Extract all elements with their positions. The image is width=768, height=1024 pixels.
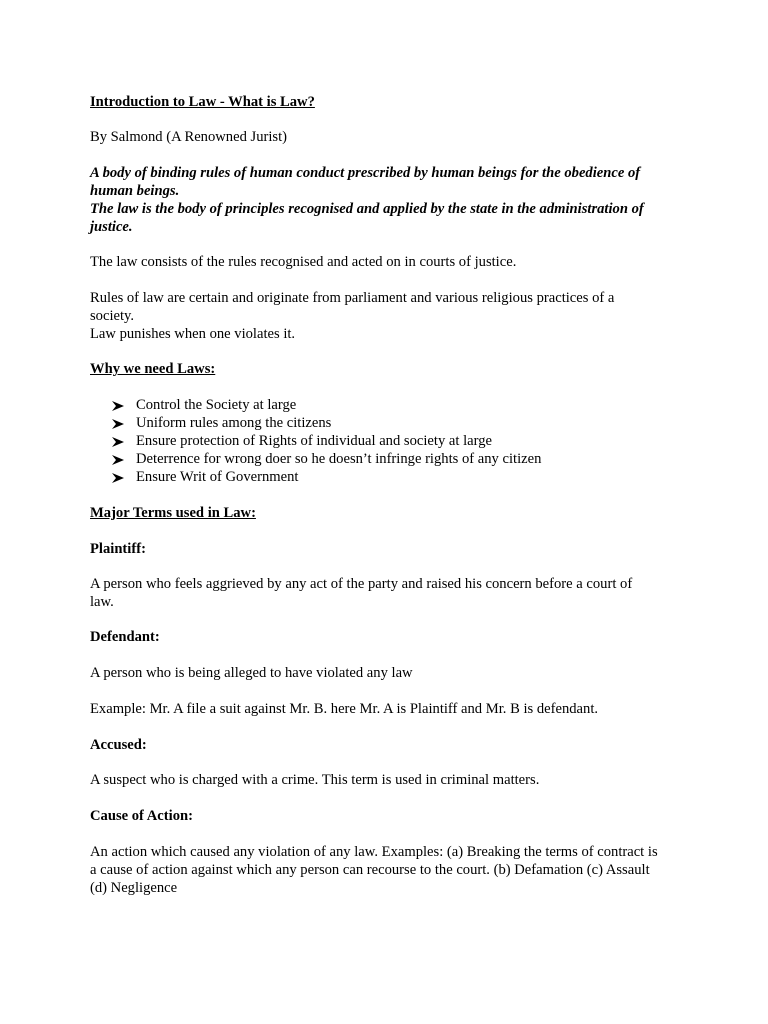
plaintiff-text-line-2: law. — [90, 594, 114, 610]
document-title: Introduction to Law - What is Law? — [90, 94, 315, 110]
terms-heading: Major Terms used in Law: — [90, 505, 256, 521]
arrow-bullet-icon — [112, 455, 124, 465]
byline: By Salmond (A Renowned Jurist) — [90, 129, 288, 145]
paragraph-courts: The law consists of the rules recognised and acted on in courts of justice. — [90, 254, 517, 270]
defendant-text: A person who is being alleged to have violated any law — [90, 665, 413, 681]
bullet-text: Ensure protection of Rights of individual and society at large — [136, 433, 492, 449]
bullet-text: Uniform rules among the citizens — [136, 415, 332, 431]
paragraph-rules-line-1: Rules of law are certain and originate from parliament and various religious practices of a — [90, 290, 615, 306]
plaintiff-heading: Plaintiff: — [90, 541, 146, 557]
bullet-text: Control the Society at large — [136, 397, 297, 413]
definition-line-3: The law is the body of principles recognised and applied by the state in the administration of — [90, 201, 644, 217]
cause-heading: Cause of Action: — [90, 808, 193, 824]
cause-text-line-3: (d) Negligence — [90, 880, 178, 896]
paragraph-rules-line-3: Law punishes when one violates it. — [90, 326, 296, 342]
definition-line-2: human beings. — [90, 183, 180, 199]
accused-text: A suspect who is charged with a crime. This term is used in criminal matters. — [90, 772, 540, 788]
example-text: Example: Mr. A file a suit against Mr. B. here Mr. A is Plaintiff and Mr. B is defendant. — [90, 701, 599, 717]
arrow-bullet-icon — [112, 401, 124, 411]
bullet-text: Ensure Writ of Government — [136, 469, 299, 485]
definition-line-1: A body of binding rules of human conduct prescribed by human beings for the obedience of — [90, 165, 641, 181]
cause-text-line-1: An action which caused any violation of any law. Examples: (a) Breaking the terms of contract is — [90, 844, 658, 860]
arrow-bullet-icon — [112, 437, 124, 447]
arrow-bullet-icon — [112, 419, 124, 429]
accused-heading: Accused: — [90, 737, 147, 753]
bullet-text: Deterrence for wrong doer so he doesn’t infringe rights of any citizen — [136, 451, 542, 467]
arrow-bullet-icon — [112, 473, 124, 483]
defendant-heading: Defendant: — [90, 629, 160, 645]
plaintiff-text-line-1: A person who feels aggrieved by any act of the party and raised his concern before a court of — [90, 576, 633, 592]
paragraph-rules-line-2: society. — [90, 308, 135, 324]
cause-text-line-2: a cause of action against which any person can recourse to the court. (b) Defamation (c) Assault — [90, 862, 650, 878]
why-heading: Why we need Laws: — [90, 361, 216, 377]
definition-line-4: justice. — [90, 219, 133, 235]
